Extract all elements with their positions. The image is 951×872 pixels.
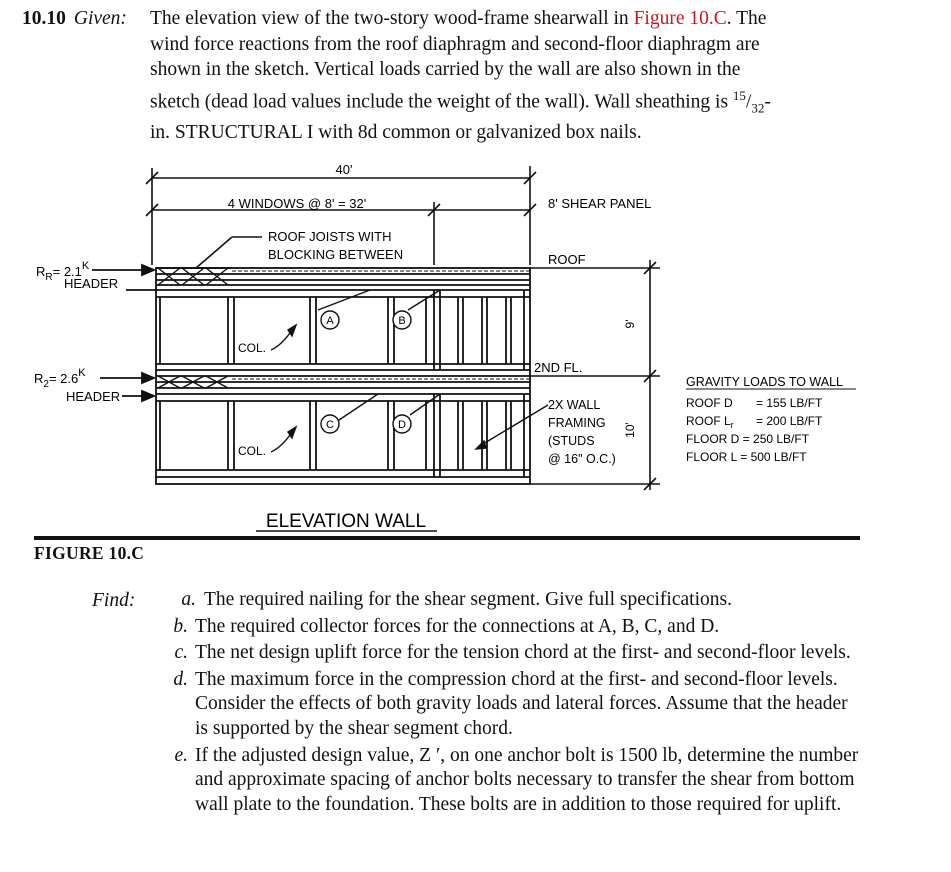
given-line-2: wind force reactions from the roof diaphragm and second-floor diaphragm are (150, 33, 760, 55)
load-floor-d: FLOOR D = 250 LB/FT (686, 432, 810, 446)
r2-unit: K (78, 367, 86, 379)
find-item-b (162, 615, 862, 640)
header-mid-label: HEADER (66, 389, 121, 404)
gravity-title: GRAVITY LOADS TO WALL (686, 375, 843, 389)
r2-sub: 2 (43, 379, 49, 390)
load-roof-lr (686, 414, 823, 430)
find-text-b: The required collector forces for the connections at A, B, C, and D. (195, 615, 720, 637)
col-bottom-label: COL. (238, 444, 267, 458)
reaction-second (34, 367, 86, 390)
find-text-e: If the adjusted design value, Z ′, on one anchor bolt is 1500 lb, determine the number and approximate spacing of anchor bolts necessary to transfer the shear from bottom wall plate to the foundation. These bolts are in addition to those required for uplift. (195, 744, 859, 815)
find-text-a: The required nailing for the shear segment. Give full specifications. (204, 589, 732, 610)
find-item-e (162, 744, 862, 818)
find-text-d: The maximum force in the compression chord at the first- and second-floor levels. Consider the effects of both gravity loads and lateral forces. Assume that the header is supported by the shear segment chord. (195, 668, 848, 739)
given-text: The elevation view of the two-story wood-frame shearwall in Figure 10.C. The wind force reactions from the roof diaphragm and second-floor diaphragm are shown in the sketch. Vertical loads carried by the wall are also shown in the sketch (dead load values include the weight of the wall). Wall sheathing is $^{15}/_{32}-$ in. STRUCTURAL I with 8d common or galvanized box nails. (150, 8, 771, 144)
load-roof-lr-sub: r (730, 420, 734, 430)
rr-value: = 2.1 (52, 264, 82, 279)
figure-link[interactable]: Figure 10.C (633, 8, 727, 29)
problem-number: 10.10 (22, 8, 66, 29)
second-floor-label: 2ND FL. (534, 360, 583, 375)
load-roof-d (686, 396, 823, 410)
bubble-a-label: A (326, 315, 334, 327)
framing-line-1: 2X WALL (548, 398, 601, 412)
find-item-c (162, 641, 862, 666)
col-top-label: COL. (238, 341, 267, 355)
given-line-1a: The elevation view of the two-story wood-frame shearwall in (150, 8, 634, 29)
height-upper-label: 9' (623, 319, 637, 329)
load-floor-l: FLOOR L = 500 LB/FT (686, 450, 807, 464)
framing-line-4: @ 16" O.C.) (548, 452, 616, 466)
find-letter-b: b. (173, 615, 188, 637)
rr-r: R (36, 264, 46, 279)
bubble-b-label: B (398, 315, 406, 327)
load-roof-d-name: ROOF D (686, 396, 733, 410)
find-letter-e: e. (174, 744, 188, 766)
header-top-label: HEADER (64, 276, 119, 291)
elevation-title: ELEVATION WALL (265, 511, 427, 532)
load-roof-lr-value: = 200 LB/FT (756, 414, 823, 428)
find-item-a (162, 588, 862, 613)
roof-joists-line-1: ROOF JOISTS WITH (268, 229, 392, 244)
r2-value: = 2.6 (48, 371, 79, 386)
find-letter-c: c. (174, 642, 188, 664)
bubble-d-label: D (398, 419, 406, 431)
given-line-1b: . The (726, 8, 767, 29)
given-line-3: shown in the sketch. Vertical loads carried by the wall are also shown in the (150, 59, 741, 80)
find-label: Find: (92, 590, 136, 611)
fraction-denominator: 32 (751, 99, 765, 115)
height-lower-label: 10' (623, 422, 637, 438)
framing-line-3: (STUDS (548, 434, 595, 448)
framing-line-2: FRAMING (548, 416, 606, 430)
find-text-c: The net design uplift force for the tension chord at the first- and second-floor levels. (195, 642, 851, 664)
dim-shear-panel: 8' SHEAR PANEL (548, 196, 652, 211)
find-item-d (162, 668, 862, 742)
bubble-c-label: C (326, 419, 334, 431)
find-list (162, 588, 862, 819)
rr-sub: R (45, 272, 53, 283)
given-line-4b: - (764, 91, 771, 112)
figure-rule (34, 536, 860, 540)
roof-level-label: ROOF (548, 252, 586, 267)
dim-windows: 4 WINDOWS @ 8' = 32' (227, 196, 367, 211)
given-line-5: in. STRUCTURAL I with 8d common or galvanized box nails. (150, 122, 642, 144)
dim-overall: 40' (335, 162, 353, 177)
given-line-4a: sketch (dead load values include the weight of the wall). Wall sheathing is (150, 91, 733, 112)
roof-joists-line-2: BLOCKING BETWEEN (268, 247, 404, 262)
figure-caption: FIGURE 10.C (34, 543, 145, 563)
given-label: Given: (73, 8, 127, 29)
load-roof-lr-name: ROOF L (686, 414, 731, 428)
fraction-numerator: 15 (732, 87, 746, 103)
find-letter-a: a. (181, 589, 196, 610)
find-letter-d: d. (173, 668, 188, 690)
rr-unit: K (81, 260, 90, 272)
load-roof-d-value: = 155 LB/FT (756, 396, 823, 410)
r2-r: R (34, 371, 44, 386)
